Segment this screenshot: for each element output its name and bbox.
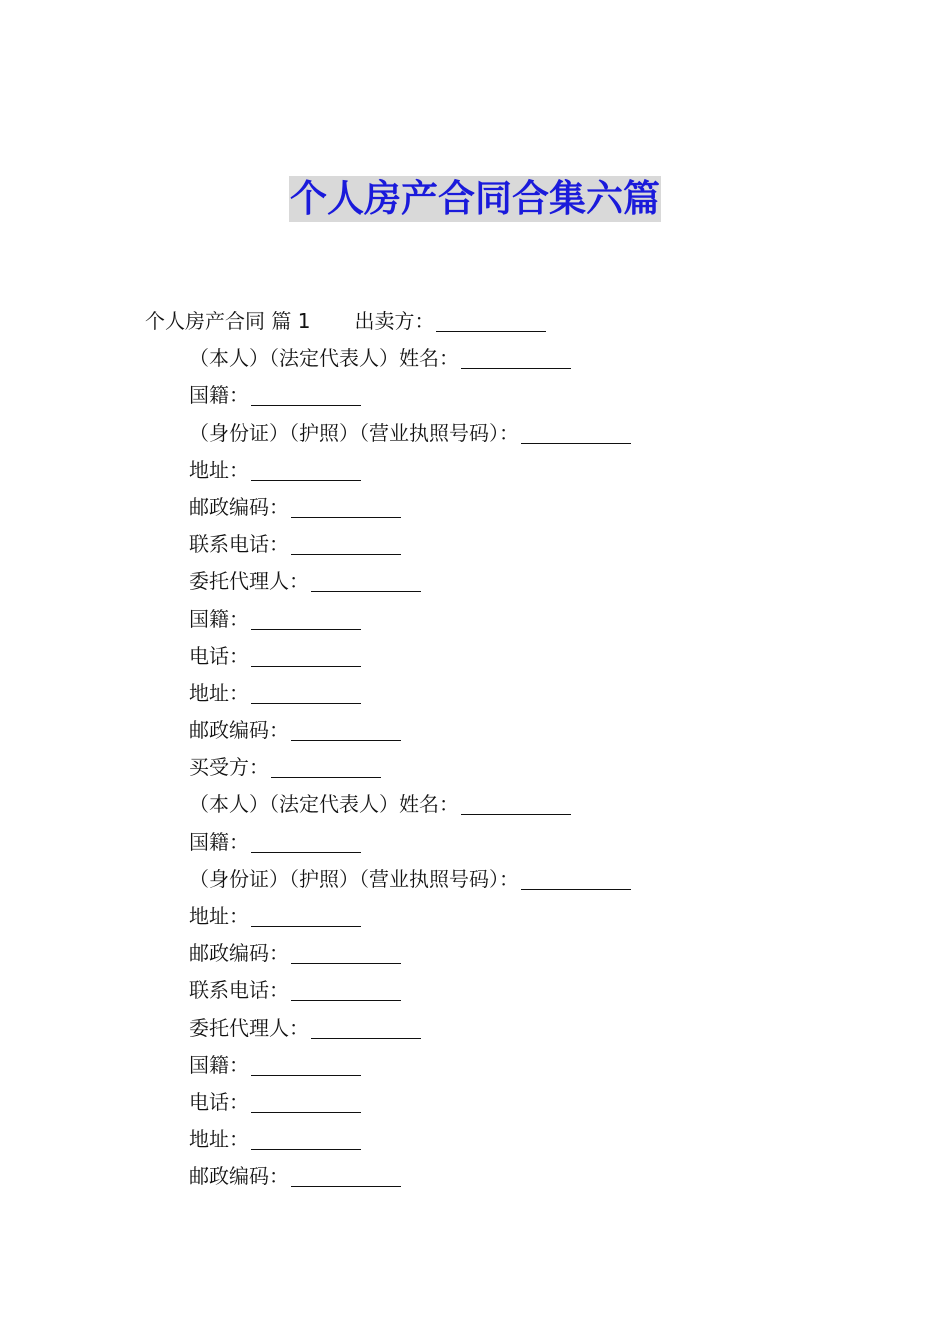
- field-row: [0, 340, 950, 377]
- field-label: 地址：: [189, 904, 249, 928]
- field-label: 国籍：: [189, 829, 249, 854]
- section-heading: 个人房产合同 篇 1: [145, 309, 311, 333]
- fill-blank: [311, 590, 421, 592]
- fill-blank: [271, 776, 381, 778]
- fill-blank: [291, 553, 401, 555]
- field-label: 联系电话：: [189, 978, 289, 1003]
- field-row: [0, 638, 950, 675]
- fill-blank: [251, 702, 361, 704]
- field-row: [0, 1121, 950, 1158]
- field-row: [0, 972, 950, 1009]
- field-label: 地址：: [189, 680, 249, 705]
- fill-blank: [251, 665, 361, 667]
- field-label: （身份证）（护照）（营业执照号码）：: [189, 866, 519, 891]
- contract-body: [0, 303, 950, 1196]
- field-row: [0, 675, 950, 712]
- field-row: [0, 415, 950, 452]
- field-label: 邮政编码：: [189, 1164, 289, 1189]
- field-row: [0, 1158, 950, 1195]
- field-label: 邮政编码：: [189, 941, 289, 966]
- field-label: （身份证）（护照）（营业执照号码）：: [189, 420, 519, 445]
- fill-blank: [436, 330, 546, 332]
- fill-blank: [251, 1148, 361, 1150]
- field-row: [0, 377, 950, 414]
- seller-label: 出卖方：: [354, 309, 435, 333]
- field-label: 电话：: [189, 643, 249, 668]
- field-row: [0, 749, 950, 786]
- fill-blank: [461, 813, 571, 815]
- field-lines: [0, 340, 950, 1195]
- field-label: 买受方：: [189, 755, 269, 780]
- field-label: 委托代理人：: [189, 569, 309, 594]
- fill-blank: [461, 367, 571, 369]
- fill-blank: [521, 888, 631, 890]
- document-title: 个人房产合同合集六篇: [290, 177, 660, 220]
- first-line: [0, 303, 950, 340]
- fill-blank: [291, 739, 401, 741]
- field-row: [0, 898, 950, 935]
- field-label: 地址：: [189, 1127, 249, 1152]
- field-row: [0, 601, 950, 638]
- fill-blank: [291, 1185, 401, 1187]
- field-row: [0, 489, 950, 526]
- field-row: [0, 452, 950, 489]
- field-row: [0, 1084, 950, 1121]
- field-label: 联系电话：: [189, 532, 289, 557]
- field-label: 电话：: [189, 1089, 249, 1114]
- field-row: [0, 1010, 950, 1047]
- field-label: 国籍：: [189, 606, 249, 631]
- fill-blank: [251, 1074, 361, 1076]
- fill-blank: [291, 999, 401, 1001]
- fill-blank: [291, 516, 401, 518]
- field-label: 邮政编码：: [189, 494, 289, 519]
- fill-blank: [251, 1111, 361, 1113]
- fill-blank: [291, 962, 401, 964]
- fill-blank: [251, 925, 361, 927]
- field-row: [0, 824, 950, 861]
- field-row: [0, 935, 950, 972]
- field-row: [0, 563, 950, 600]
- field-row: [0, 861, 950, 898]
- field-label: （本人）（法定代表人）姓名：: [189, 346, 459, 371]
- field-row: [0, 526, 950, 563]
- field-row: [0, 1047, 950, 1084]
- fill-blank: [311, 1037, 421, 1039]
- fill-blank: [251, 479, 361, 481]
- field-label: 地址：: [189, 457, 249, 482]
- field-label: 国籍：: [189, 1052, 249, 1077]
- title-container: [0, 176, 950, 222]
- field-label: （本人）（法定代表人）姓名：: [189, 792, 459, 817]
- field-label: 国籍：: [189, 383, 249, 408]
- fill-blank: [251, 851, 361, 853]
- field-row: [0, 786, 950, 823]
- field-label: 邮政编码：: [189, 718, 289, 743]
- fill-blank: [251, 628, 361, 630]
- field-row: [0, 712, 950, 749]
- fill-blank: [521, 442, 631, 444]
- field-label: 委托代理人：: [189, 1015, 309, 1040]
- fill-blank: [251, 404, 361, 406]
